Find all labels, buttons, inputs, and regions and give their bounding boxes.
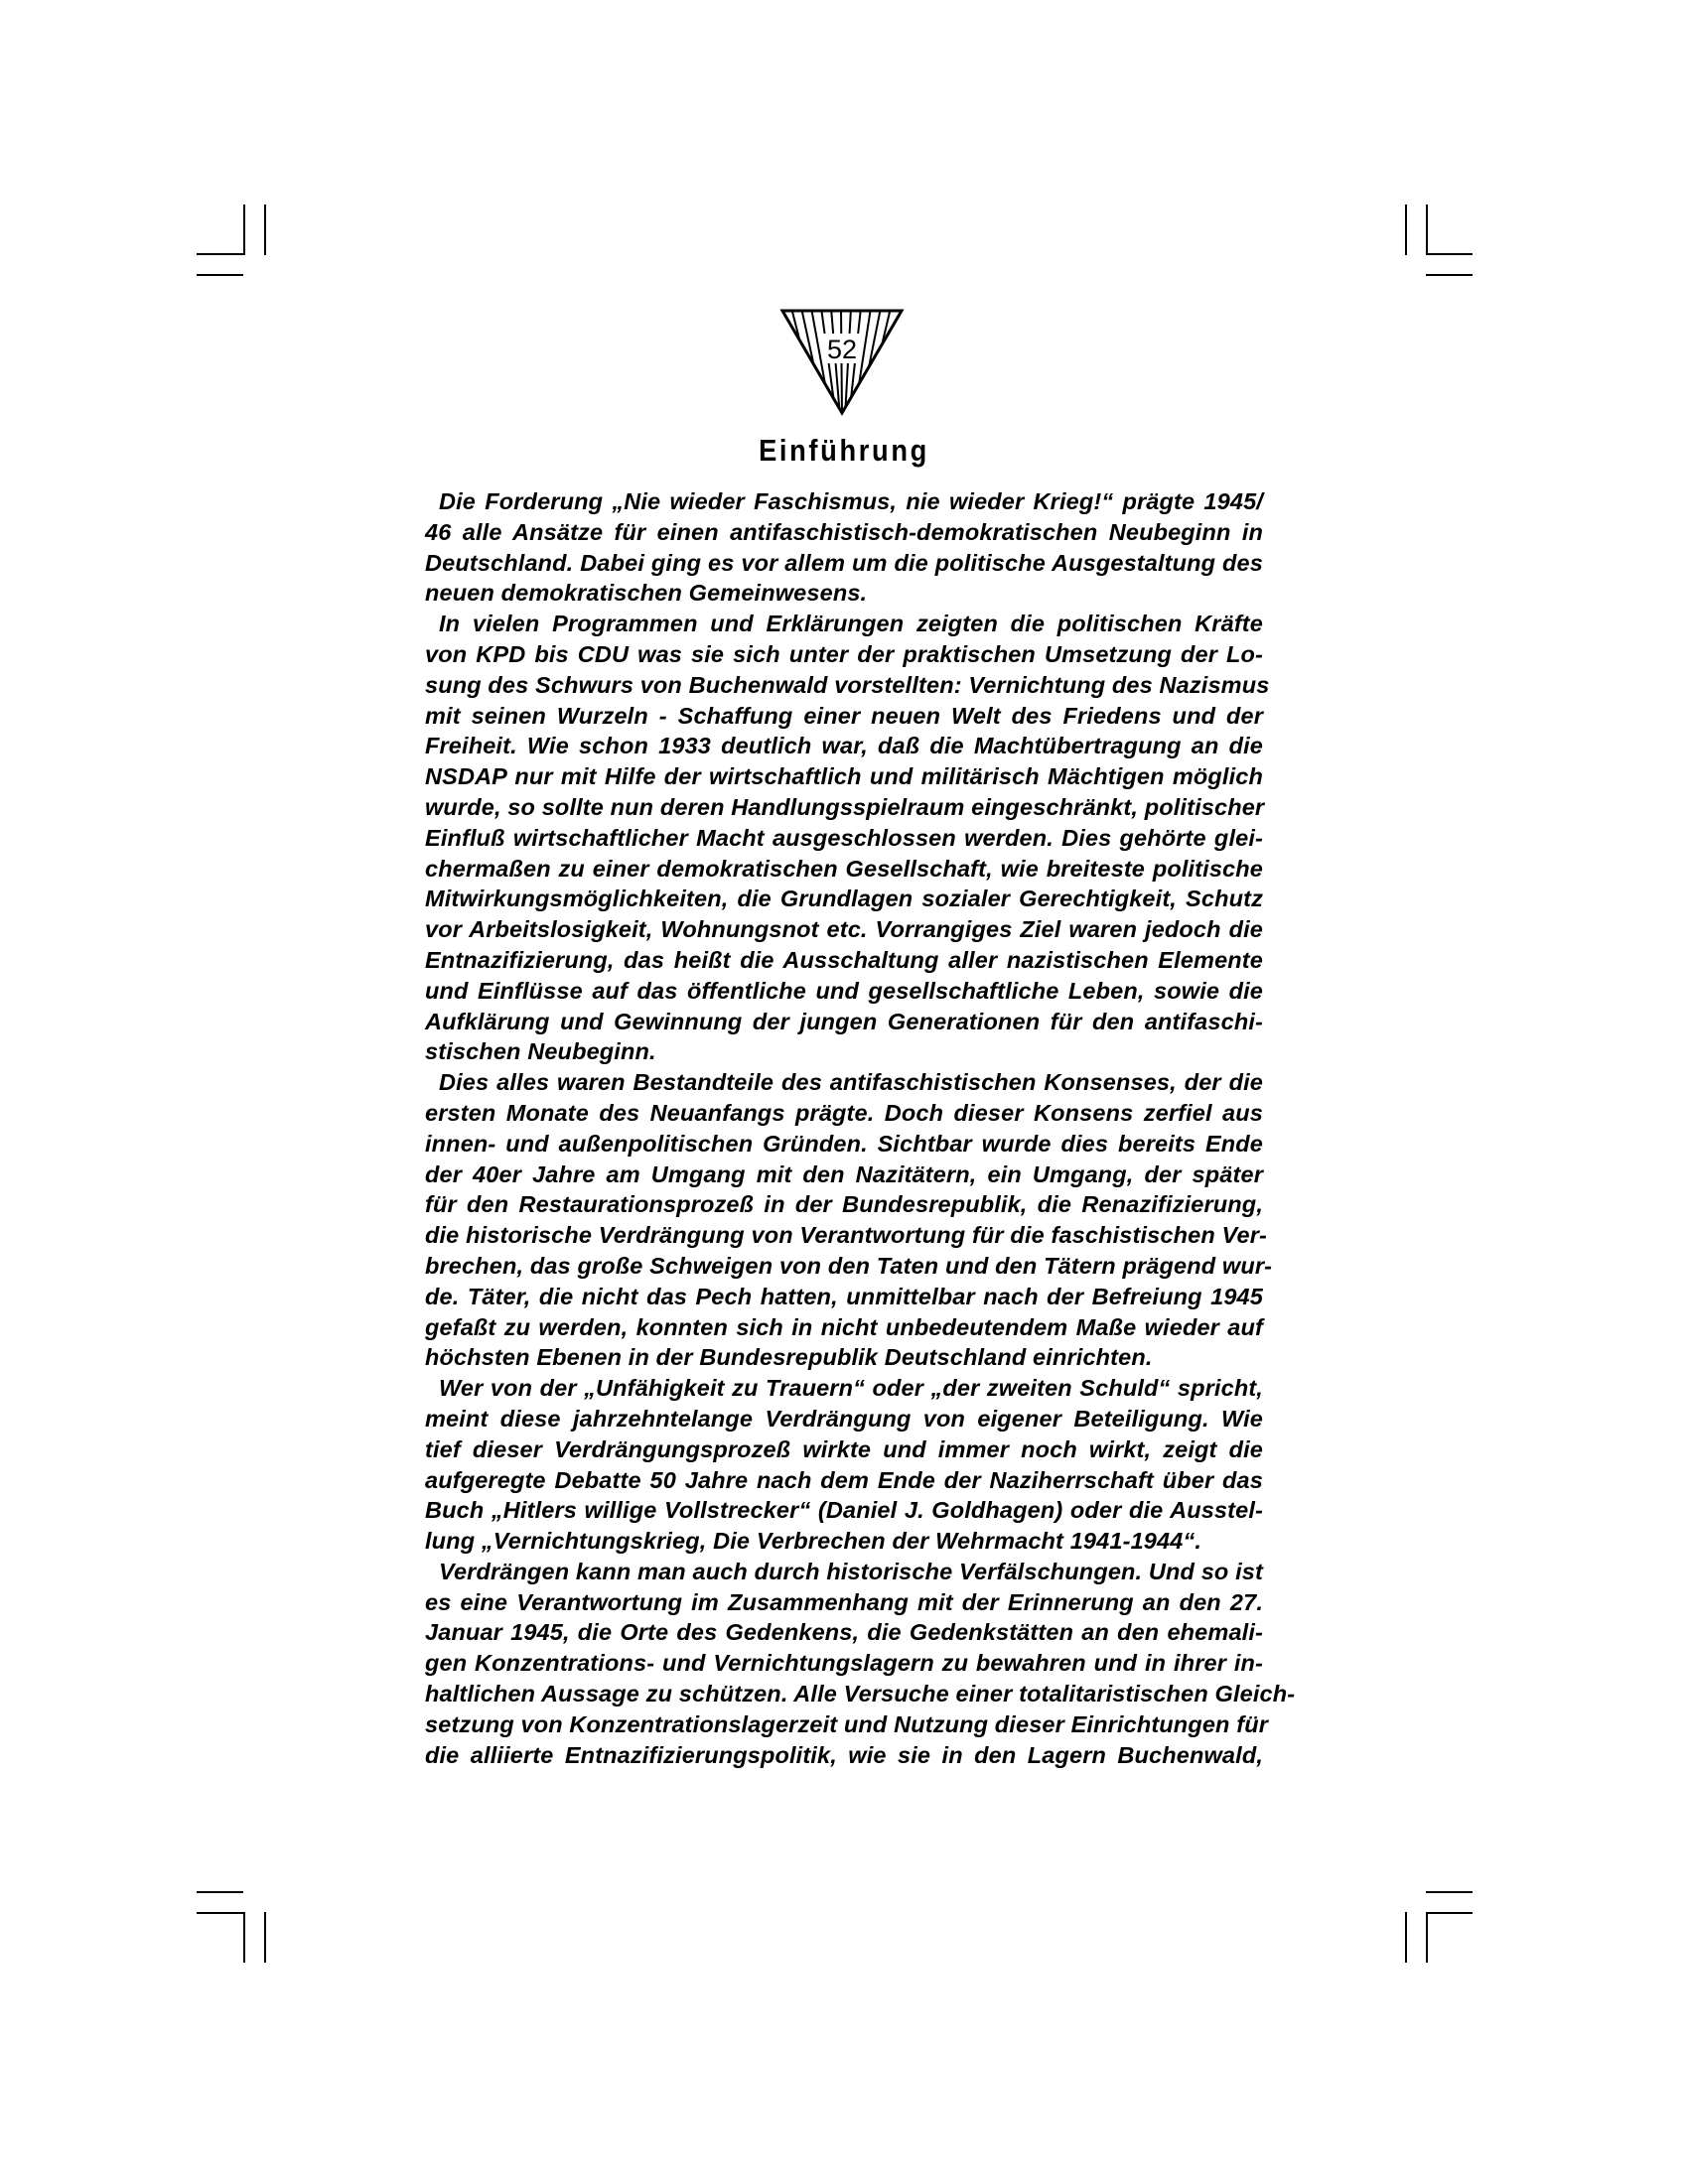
crop-mark-bottom-left-horizontal-upper (197, 1891, 243, 1893)
paragraph (425, 1557, 1296, 1771)
page-title: Einführung (759, 433, 929, 468)
crop-mark-bottom-left-vertical (243, 1912, 245, 1963)
crop-mark-top-left-horizontal-lower (197, 274, 243, 276)
text-line: setzung von Konzentrationslagerzeit und Nutzung dieser Einrichtungen für (425, 1710, 1268, 1737)
text-line: Buch „Hitlers willige Vollstrecker“ (Daniel J. Goldhagen) oder die Ausstel- (425, 1497, 1263, 1524)
text-line: neuen demokratischen Gemeinwesens. (425, 580, 868, 607)
crop-mark-top-right-horizontal (1426, 253, 1473, 255)
text-line: Wer von der „Unfähigkeit zu Trauern“ oder „der zweiten Schuld“ spricht, (439, 1375, 1263, 1402)
text-line: NSDAP nur mit Hilfe der wirtschaftlich und militärisch Mächtigen möglich (425, 763, 1263, 790)
text-line: Mitwirkungsmöglichkeiten, die Grundlagen sozialer Gerechtigkeit, Schutz (425, 886, 1263, 912)
text-line: gen Konzentrations- und Vernichtungslagern zu bewahren und in ihrer in- (425, 1650, 1263, 1677)
crop-mark-bottom-left-horizontal (197, 1912, 243, 1914)
text-line: meint diese jahrzehntelange Verdrängung von eigener Beteiligung. Wie (425, 1405, 1263, 1432)
text-line: ersten Monate des Neuanfangs prägte. Doch dieser Konsens zerfiel aus (425, 1099, 1263, 1126)
crop-mark-bottom-right-vertical (1405, 1912, 1407, 1963)
text-line: Aufklärung und Gewinnung der jungen Generationen für den antifaschi- (425, 1008, 1263, 1034)
text-line: Freiheit. Wie schon 1933 deutlich war, daß die Machtübertragung an die (425, 733, 1263, 759)
text-line: sung des Schwurs von Buchenwald vorstellten: Vernichtung des Nazismus (425, 671, 1270, 698)
text-line: die historische Verdrängung von Verantwortung für die faschistischen Ver- (425, 1222, 1267, 1249)
text-line: Entnazifizierung, das heißt die Ausschaltung aller nazistischen Elemente (425, 946, 1263, 973)
crop-mark-bottom-right-vertical-inner (1426, 1912, 1428, 1963)
body-text (425, 486, 1296, 1770)
text-line: In vielen Programmen und Erklärungen zeigten die politischen Kräfte (439, 611, 1263, 637)
page-number: 52 (826, 335, 858, 364)
crop-mark-bottom-right-horizontal (1426, 1912, 1473, 1914)
text-line: Januar 1945, die Orte des Gedenkens, die Gedenkstätten an den ehemali- (425, 1619, 1263, 1646)
text-line: wurde, so sollte nun deren Handlungsspielraum eingeschränkt, politischer (425, 793, 1265, 820)
text-line: tief dieser Verdrängungsprozeß wirkte und immer noch wirkt, zeigt die (425, 1435, 1263, 1462)
crop-mark-top-right-vertical-inner (1426, 205, 1428, 255)
text-line: Die Forderung „Nie wieder Faschismus, nie wieder Krieg!“ prägte 1945/ (439, 488, 1263, 514)
crop-mark-top-left-horizontal (197, 253, 243, 255)
page-number-badge (779, 308, 905, 417)
paragraph (425, 609, 1270, 1067)
text-line: haltlichen Aussage zu schützen. Alle Versuche einer totalitaristischen Gleich- (425, 1681, 1296, 1707)
text-line: die alliierte Entnazifizierungspolitik, wie sie in den Lagern Buchenwald, (425, 1741, 1263, 1768)
text-line: Dies alles waren Bestandteile des antifaschistischen Konsenses, der die (439, 1069, 1263, 1096)
paragraph (425, 486, 1263, 609)
text-line: Verdrängen kann man auch durch historische Verfälschungen. Und so ist (439, 1558, 1263, 1584)
hatched-triangle-icon (779, 308, 905, 417)
crop-mark-top-right-horizontal-lower (1426, 274, 1473, 276)
text-line: höchsten Ebenen in der Bundesrepublik Deutschland einrichten. (425, 1344, 1153, 1371)
text-line: brechen, das große Schweigen von den Taten und den Tätern prägend wur- (425, 1252, 1273, 1279)
text-line: für den Restaurationsprozeß in der Bundesrepublik, die Renazifizierung, (425, 1191, 1263, 1218)
crop-mark-top-left-vertical-outer (264, 205, 266, 255)
crop-mark-top-left-vertical (243, 205, 245, 255)
text-line: stischen Neubeginn. (425, 1038, 656, 1065)
crop-mark-top-right-vertical (1405, 205, 1407, 255)
paragraph (425, 1067, 1273, 1373)
text-line: der 40er Jahre am Umgang mit den Nazitätern, ein Umgang, der später (425, 1160, 1263, 1187)
text-line: de. Täter, die nicht das Pech hatten, unmittelbar nach der Befreiung 1945 (425, 1283, 1263, 1309)
text-line: vor Arbeitslosigkeit, Wohnungsnot etc. Vorrangiges Ziel waren jedoch die (425, 916, 1263, 943)
paragraph (425, 1373, 1263, 1557)
text-line: und Einflüsse auf das öffentliche und gesellschaftliche Leben, sowie die (425, 977, 1263, 1004)
text-line: 46 alle Ansätze für einen antifaschistisch-demokratischen Neubeginn in (425, 518, 1263, 545)
text-line: aufgeregte Debatte 50 Jahre nach dem Ende der Naziherrschaft über das (425, 1466, 1263, 1493)
text-line: Einfluß wirtschaftlicher Macht ausgeschlossen werden. Dies gehörte glei- (425, 824, 1263, 851)
text-line: es eine Verantwortung im Zusammenhang mit der Erinnerung an den 27. (425, 1588, 1263, 1615)
text-line: gefaßt zu werden, konnten sich in nicht unbedeutendem Maße wieder auf (425, 1313, 1263, 1340)
text-line: innen- und außenpolitischen Gründen. Sichtbar wurde dies bereits Ende (425, 1130, 1263, 1157)
text-line: mit seinen Wurzeln - Schaffung einer neuen Welt des Friedens und der (425, 702, 1263, 729)
text-line: chermaßen zu einer demokratischen Gesellschaft, wie breiteste politische (425, 855, 1263, 882)
text-line: von KPD bis CDU was sie sich unter der praktischen Umsetzung der Lo- (425, 640, 1263, 667)
text-line: lung „Vernichtungskrieg, Die Verbrechen der Wehrmacht 1941-1944“. (425, 1528, 1202, 1555)
crop-mark-bottom-right-horizontal-upper (1426, 1891, 1473, 1893)
text-line: Deutschland. Dabei ging es vor allem um die politische Ausgestaltung des (425, 549, 1263, 576)
crop-mark-bottom-left-vertical-outer (264, 1912, 266, 1963)
